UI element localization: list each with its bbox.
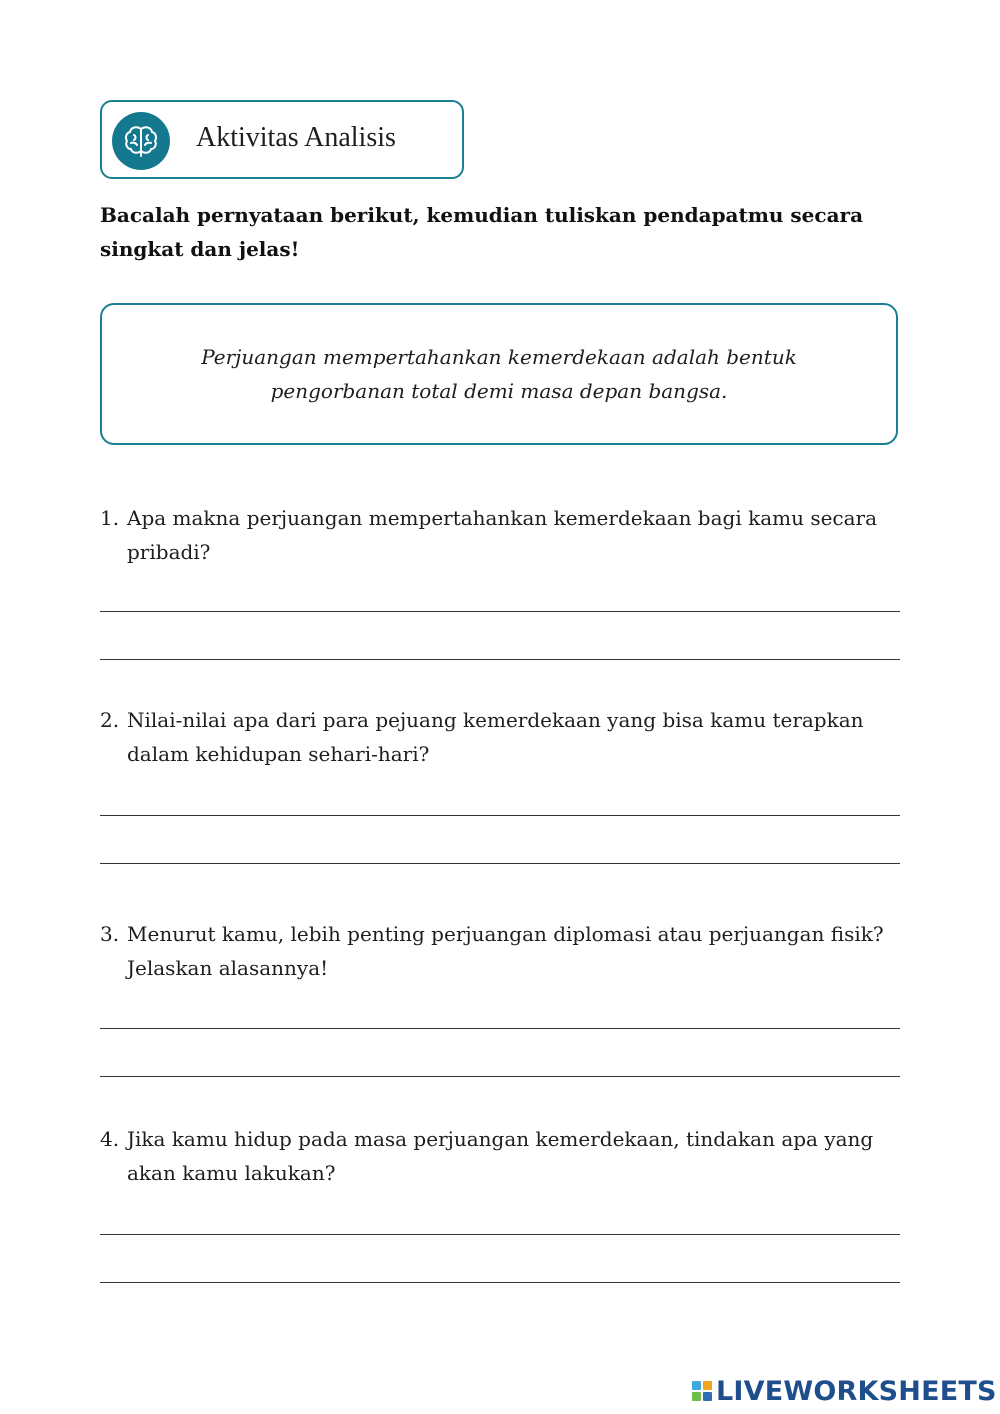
answer-line-4b[interactable] — [100, 1282, 900, 1283]
question-number: 2. — [100, 708, 120, 732]
brain-icon — [112, 112, 170, 170]
answer-line-1b[interactable] — [100, 659, 900, 660]
question-number: 3. — [100, 922, 120, 946]
question-text: Apa makna perjuangan mempertahankan kemerdekaan bagi kamu secara pribadi? — [127, 506, 878, 564]
answer-line-3b[interactable] — [100, 1076, 900, 1077]
question-2 — [100, 703, 900, 771]
question-text: Nilai-nilai apa dari para pejuang kemerdekaan yang bisa kamu terapkan dalam kehidupan sehari-hari? — [127, 708, 864, 766]
activity-header — [100, 100, 464, 179]
question-4 — [100, 1122, 900, 1190]
logo-mark-icon — [692, 1381, 712, 1401]
activity-title: Aktivitas Analisis — [196, 122, 396, 153]
question-number: 4. — [100, 1127, 120, 1151]
question-text: Menurut kamu, lebih penting perjuangan diplomasi atau perjuangan fisik? Jelaskan alasannya! — [127, 922, 884, 980]
question-3 — [100, 917, 900, 985]
answer-line-4a[interactable] — [100, 1234, 900, 1235]
liveworksheets-logo — [692, 1374, 997, 1408]
statement-text: Perjuangan mempertahankan kemerdekaan adalah bentuk pengorbanan total demi masa depan bangsa. — [201, 345, 797, 403]
question-text: Jika kamu hidup pada masa perjuangan kemerdekaan, tindakan apa yang akan kamu lakukan? — [127, 1127, 874, 1185]
instruction-text: Bacalah pernyataan berikut, kemudian tuliskan pendapatmu secara singkat dan jelas! — [100, 203, 864, 261]
question-1 — [100, 501, 900, 569]
statement-box — [100, 303, 898, 445]
answer-line-3a[interactable] — [100, 1028, 900, 1029]
answer-line-2b[interactable] — [100, 863, 900, 864]
logo-text: LIVEWORKSHEETS — [716, 1375, 997, 1407]
answer-line-1a[interactable] — [100, 611, 900, 612]
question-number: 1. — [100, 506, 120, 530]
answer-line-2a[interactable] — [100, 815, 900, 816]
